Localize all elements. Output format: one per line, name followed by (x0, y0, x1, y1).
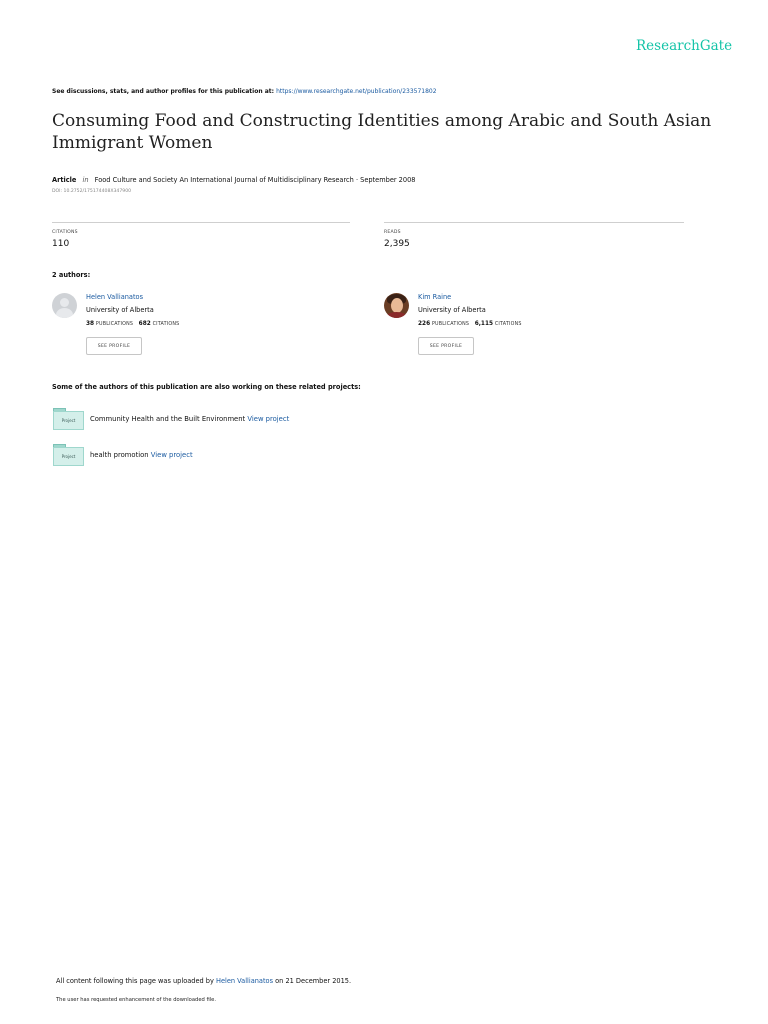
author-citations-count: 682 (138, 321, 151, 327)
author-publications-count: 38 (86, 321, 95, 327)
doi: DOI: 10.2752/175174408X347900 (52, 189, 132, 194)
authors-heading: 2 authors: (52, 271, 91, 279)
citations-label: CITATIONS (52, 230, 78, 235)
upload-prefix: All content following this page was uploaded by (56, 977, 214, 985)
project-icon-label: Project (61, 454, 76, 459)
reads-count: 2,395 (384, 239, 410, 249)
view-project-link[interactable]: View project (247, 415, 290, 423)
author-institution: University of Alberta (418, 306, 486, 314)
publication-url-link[interactable]: https://www.researchgate.net/publication/233571802 (276, 88, 437, 95)
author-publications-label: PUBLICATIONS (431, 322, 470, 327)
author-citations-label: CITATIONS (152, 322, 180, 327)
upload-date: on 21 December 2015. (275, 977, 352, 985)
reads-label: READS (384, 230, 401, 235)
photo-face-shape (391, 298, 403, 313)
project-folder-icon (53, 444, 83, 466)
publication-meta (52, 176, 415, 184)
view-project-link[interactable]: View project (150, 451, 193, 459)
photo-shirt-shape (386, 312, 407, 318)
avatar-shoulders-shape (56, 308, 73, 318)
project-name: health promotion (90, 451, 149, 459)
project-folder-icon (53, 408, 83, 430)
project-item (90, 451, 193, 459)
publication-type: Article (52, 176, 77, 184)
project-icon-label: Project (61, 418, 76, 423)
related-projects-heading: Some of the authors of this publication are also working on these related projects: (52, 383, 361, 391)
enhancement-notice: The user has requested enhancement of the downloaded file. (56, 997, 217, 1003)
uploader-link[interactable]: Helen Vallianatos (216, 977, 274, 985)
author-stats (86, 321, 179, 327)
author-citations-label: CITATIONS (494, 322, 522, 327)
author-name-link[interactable]: Helen Vallianatos (86, 293, 144, 301)
divider (384, 222, 684, 223)
author-citations-count: 6,115 (474, 321, 494, 327)
avatar-placeholder-icon[interactable] (52, 293, 77, 318)
in-label: in (82, 176, 89, 184)
avatar-head-shape (60, 298, 69, 307)
see-profile-button[interactable]: SEE PROFILE (86, 337, 142, 355)
author-institution: University of Alberta (86, 306, 154, 314)
author-publications-count: 226 (418, 321, 431, 327)
see-profile-button[interactable]: SEE PROFILE (418, 337, 474, 355)
journal-name: Food Culture and Society An International Journal of Multidisciplinary Research · September 2008 (94, 176, 416, 184)
publication-title: Consuming Food and Constructing Identities among Arabic and South Asian Immigrant Women (52, 111, 712, 153)
citations-count: 110 (52, 239, 70, 249)
project-name: Community Health and the Built Environment (90, 415, 246, 423)
project-item (90, 415, 289, 423)
divider (52, 222, 350, 223)
author-photo[interactable] (384, 293, 409, 318)
discussion-notice (52, 88, 437, 95)
discussion-notice-text: See discussions, stats, and author profiles for this publication at: (52, 88, 275, 95)
researchgate-logo[interactable]: ResearchGate (636, 38, 733, 54)
author-publications-label: PUBLICATIONS (95, 322, 134, 327)
author-stats (418, 321, 522, 327)
upload-notice (56, 977, 351, 985)
author-name-link[interactable]: Kim Raine (418, 293, 452, 301)
